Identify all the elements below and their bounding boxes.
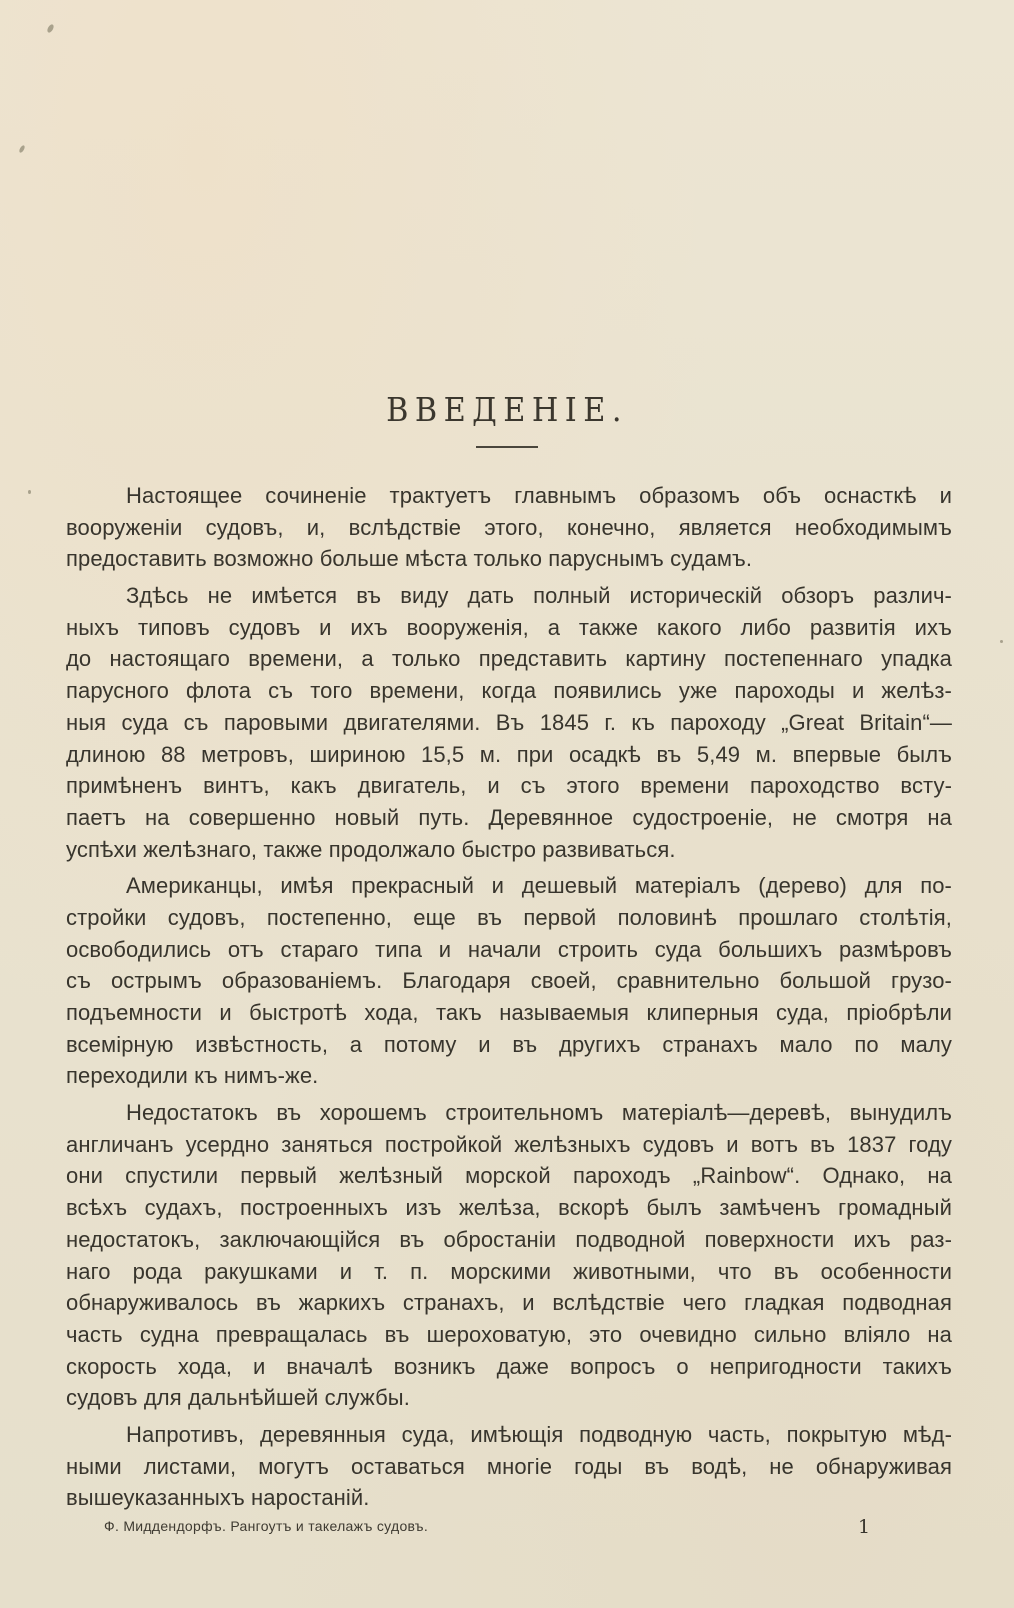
text-line: ными листами, могутъ оставаться многіе годы въ водѣ, не обнаруживая: [66, 1453, 952, 1479]
chapter-title: ВВЕДЕНІЕ.: [386, 390, 628, 430]
text-line: примѣненъ винтъ, какъ двигатель, и съ этого времени пароходство всту-: [66, 773, 952, 799]
paragraph: [66, 870, 952, 1092]
text-line: англичанъ усердно заняться постройкой желѣзныхъ судовъ и вотъ въ 1837 году: [66, 1131, 952, 1157]
paper-speck: [18, 145, 25, 154]
text-line: длиною 88 метровъ, шириною 15,5 м. при осадкѣ въ 5,49 м. впервые былъ: [66, 741, 952, 767]
text-line: Недостатокъ въ хорошемъ строительномъ матеріалѣ—деревѣ, вынудилъ: [126, 1100, 952, 1126]
paragraph: [66, 580, 952, 865]
paper-speck: [28, 490, 31, 494]
paragraph: [66, 1419, 952, 1514]
text-line: освободились отъ стараго типа и начали строить суда большихъ размѣровъ: [66, 936, 952, 962]
text-line: всемірную извѣстность, а потому и въ другихъ странахъ мало по малу: [66, 1031, 952, 1057]
text-line: подъемности и быстротѣ хода, такъ называемыя клиперныя суда, пріобрѣли: [66, 1000, 952, 1025]
paragraph: [66, 480, 952, 575]
text-line: стройки судовъ, постепенно, еще въ первой половинѣ прошлаго столѣтія,: [66, 904, 952, 930]
text-line: съ острымъ образованіемъ. Благодаря своей, сравнительно большой грузо-: [66, 968, 952, 994]
paragraph: [66, 1097, 952, 1414]
running-footer: Ф. Миддендорфъ. Рангоутъ и такелажъ судовъ.: [104, 1518, 429, 1534]
body-text: [66, 480, 952, 1514]
text-line: вооруженіи судовъ, и, вслѣдствіе этого, конечно, является необходимымъ: [66, 514, 952, 540]
text-line: судовъ для дальнѣйшей службы.: [66, 1385, 410, 1411]
text-line: предоставить возможно больше мѣста только паруснымъ судамъ.: [66, 546, 753, 572]
text-line: парусного флота съ того времени, когда появились уже пароходы и желѣз-: [66, 678, 952, 704]
paper-speck: [1000, 640, 1003, 643]
page-number: 1: [858, 1516, 871, 1538]
text-line: Здѣсь не имѣется въ виду дать полный историческій обзоръ различ-: [126, 583, 952, 609]
text-line: ныя суда съ паровыми двигателями. Въ 1845 г. къ пароходу „Great Britain“—: [66, 709, 952, 735]
text-line: они спустили первый желѣзный морской пароходъ „Rainbow“. Однако, на: [66, 1163, 952, 1189]
text-line: переходили къ нимъ-же.: [66, 1063, 319, 1089]
text-line: Напротивъ, деревянныя суда, имѣющія подводную часть, покрытую мѣд-: [126, 1421, 952, 1447]
text-line: паетъ на совершенно новый путь. Деревянное судостроеніе, не смотря на: [66, 804, 952, 830]
title-divider: [476, 446, 538, 448]
text-line: Настоящее сочиненіе трактуетъ главнымъ образомъ объ оснасткѣ и: [126, 483, 952, 508]
text-line: ныхъ типовъ судовъ и ихъ вооруженія, а также какого либо развитія ихъ: [66, 614, 952, 640]
text-line: успѣхи желѣзнаго, также продолжало быстро развиваться.: [66, 836, 676, 862]
text-line: скорость хода, и вначалѣ возникъ даже вопросъ о непригодности такихъ: [66, 1353, 952, 1379]
text-line: до настоящаго времени, а только представить картину постепеннаго упадка: [66, 646, 952, 672]
text-line: вышеуказанныхъ наростаній.: [66, 1485, 370, 1511]
text-line: часть судна превращалась въ шероховатую, это очевидно сильно вліяло на: [66, 1321, 952, 1347]
text-line: наго рода ракушками и т. п. морскими животными, что въ особенности: [66, 1258, 952, 1284]
text-line: всѣхъ судахъ, построенныхъ изъ желѣза, вскорѣ былъ замѣченъ громадный: [66, 1195, 952, 1221]
paper-speck: [46, 23, 55, 33]
text-line: недостатокъ, заключающійся въ обростаніи подводной поверхности ихъ раз-: [66, 1226, 952, 1252]
text-line: Американцы, имѣя прекрасный и дешевый матеріалъ (дерево) для по-: [126, 873, 952, 899]
text-line: обнаруживалось въ жаркихъ странахъ, и вслѣдствіе чего гладкая подводная: [66, 1290, 952, 1316]
